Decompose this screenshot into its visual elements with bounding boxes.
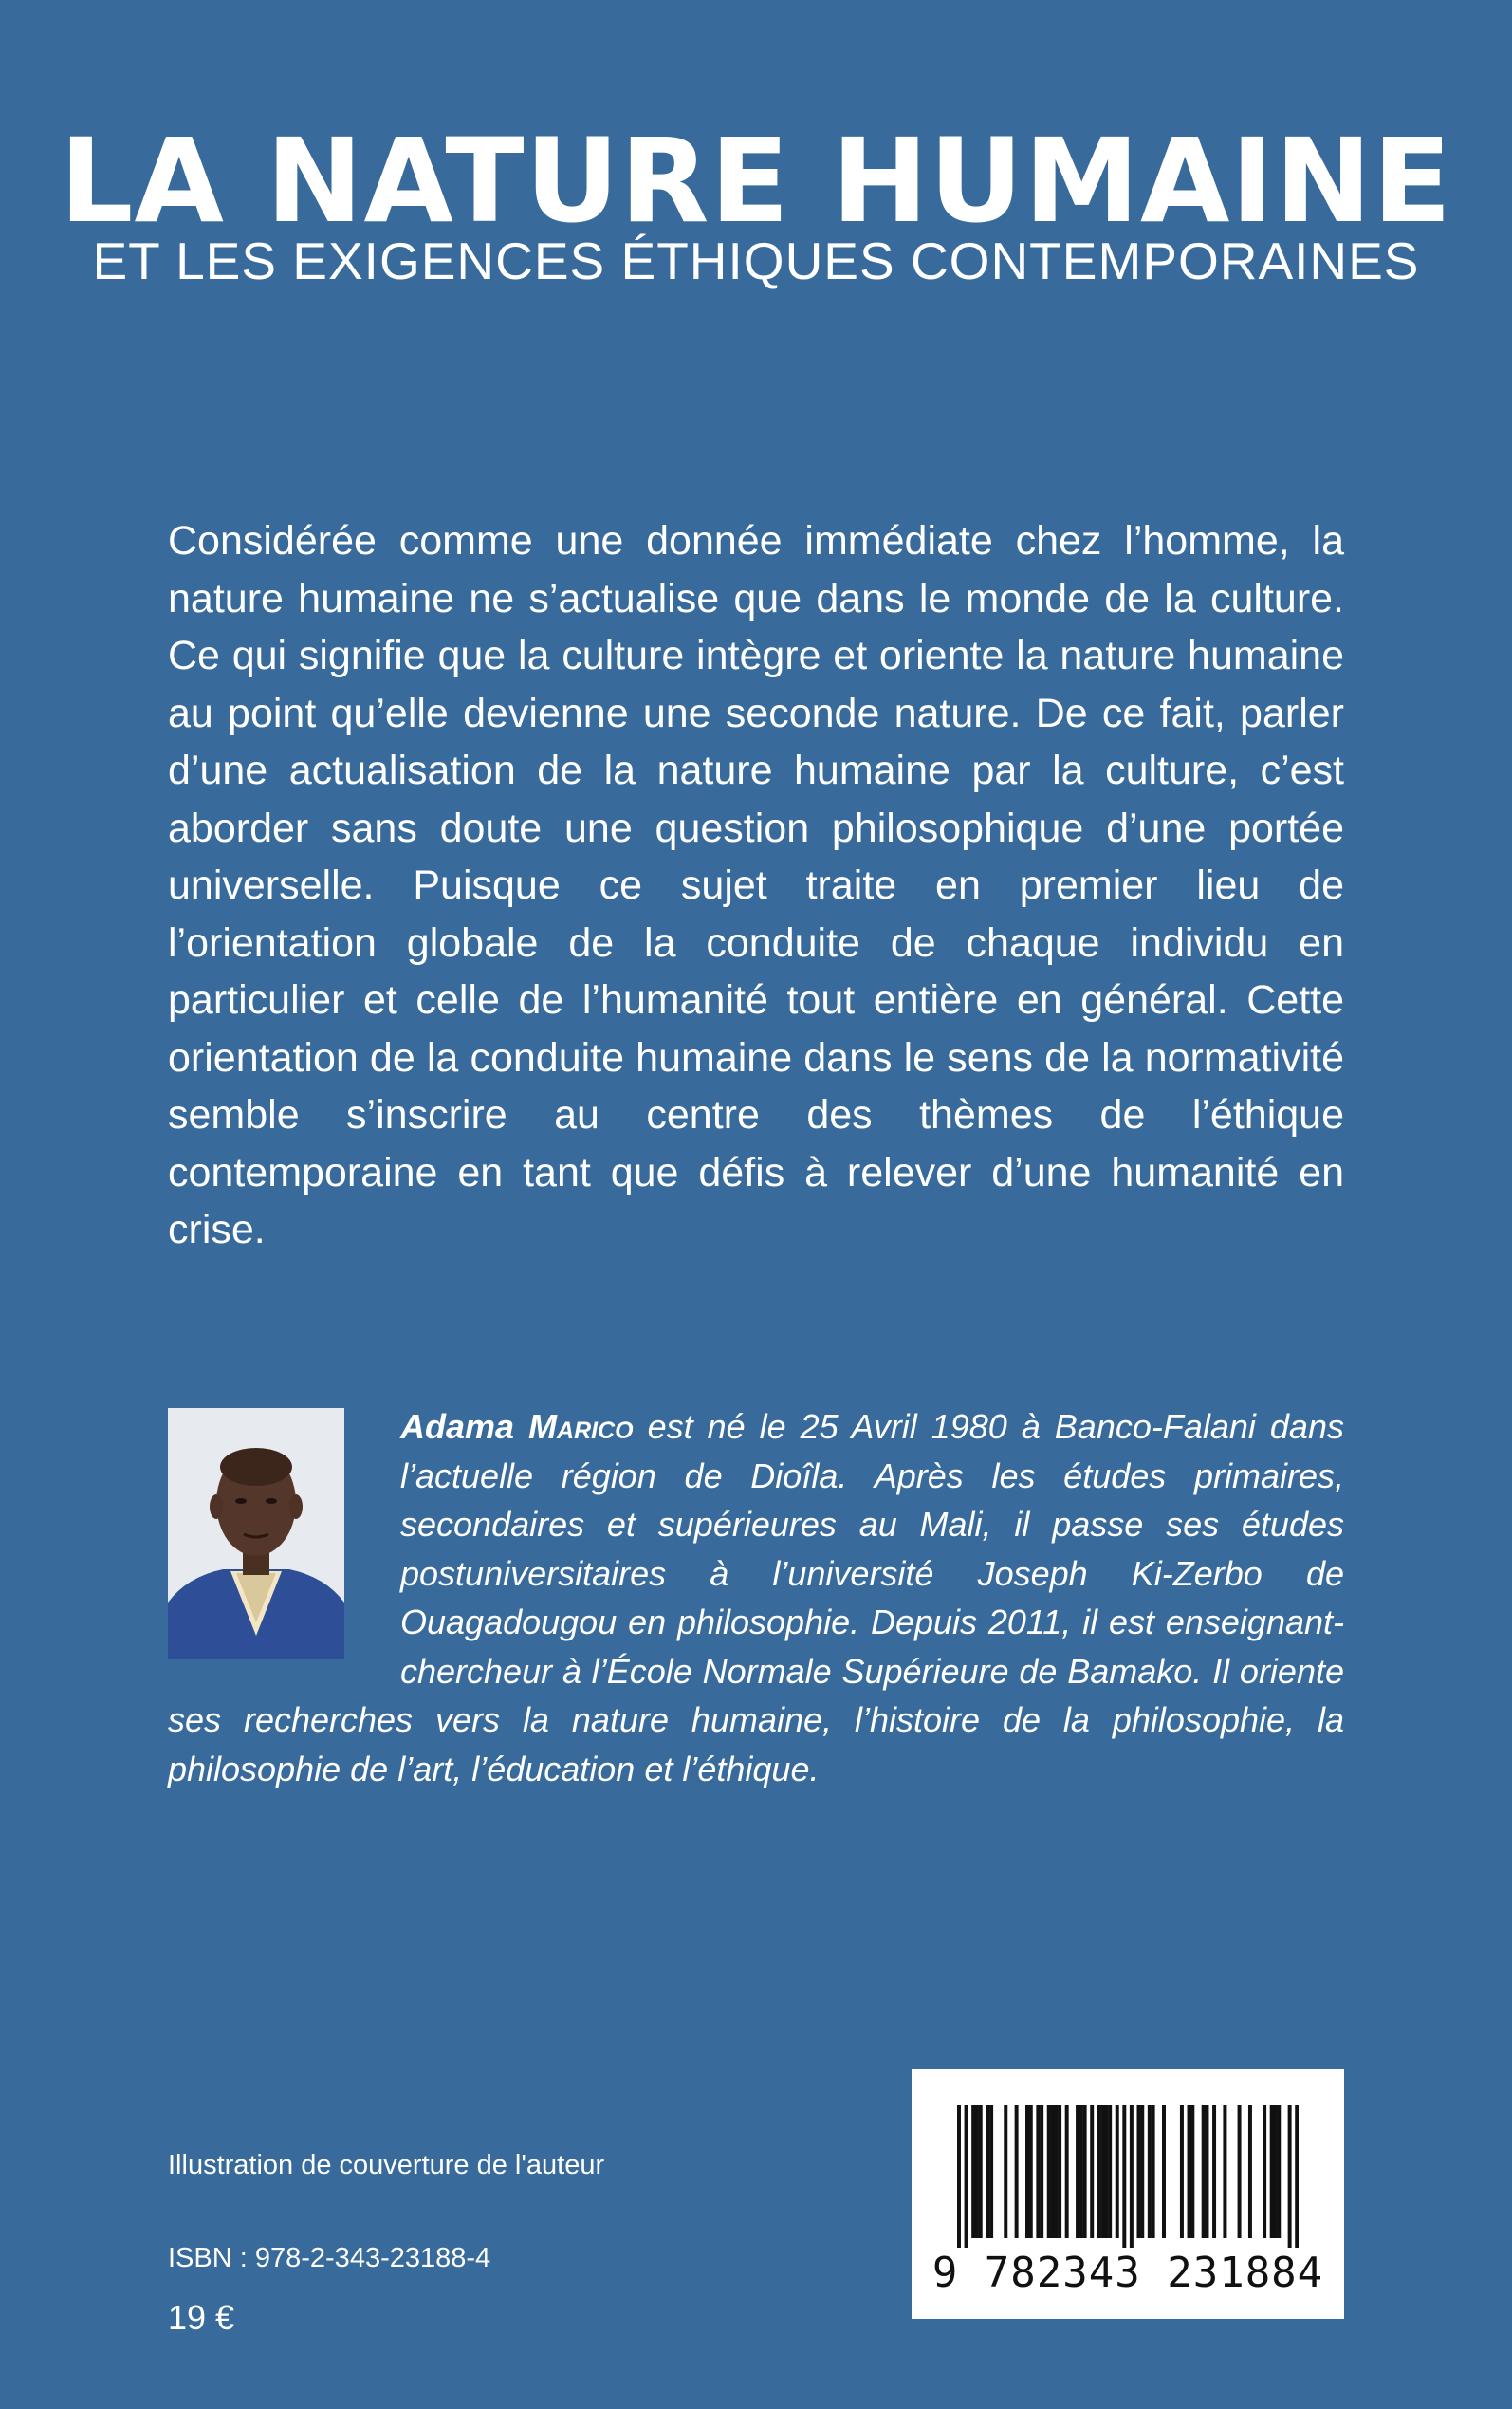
barcode-bar [957,2105,961,2248]
barcode-bar [1248,2105,1252,2238]
barcode-bar [1223,2105,1226,2238]
barcode-bar [986,2105,989,2238]
price: 19 € [168,2298,235,2337]
back-cover-blurb: Considérée comme une donnée immédiate chez l’homme, la nature humaine ne s’actualise que dans le monde de la culture. Ce qui signifie que la culture intègre et oriente la nature humaine au point qu’elle devienne une seconde nature. De ce fait, parler d’une actualisation de la nature humaine par la culture, c’est aborder sans doute une question philosophique d’une portée universelle. Puisque ce sujet traite en premier lieu de l’orientation globale de la conduite de chaque individu en particulier et celle de l’humanité tout entière en général. Cette orientation de la conduite humaine dans le sens de la normativité semble s’inscrire au centre des thèmes de l’éthique contemporaine en tant que défis à relever d’une humanité en crise. [168,518,1344,1252]
author-first-name: Adama [400,1407,515,1446]
barcode-bar [1004,2105,1007,2238]
barcode-bar [1238,2105,1242,2238]
isbn: ISBN : 978-2-343-23188-4 [168,2243,491,2273]
barcode-bar [1025,2105,1029,2238]
photo-spacer [168,1402,400,1651]
barcode-bar [1101,2105,1105,2238]
barcode-bar [989,2105,993,2238]
book-title: LA NATURE HUMAINE [59,114,1453,249]
barcode-bar [1104,2105,1108,2238]
barcode-bar [1288,2105,1292,2248]
barcode [912,2069,1344,2319]
barcode-bar [1108,2105,1112,2238]
barcode-bar [1277,2105,1281,2238]
barcode-bar [1036,2105,1040,2238]
barcode-bar [1273,2105,1277,2238]
barcode-bar [1295,2105,1299,2248]
barcode-bar [1076,2105,1079,2238]
barcode-bar [1263,2105,1266,2238]
author-name [400,1407,634,1446]
author-bio [168,1402,1344,1793]
barcode-bar [1015,2105,1019,2238]
barcode-bar [1162,2105,1166,2238]
barcode-bar [1136,2105,1140,2238]
barcode-bar [1051,2105,1055,2238]
author-last-name: Marico [528,1407,634,1446]
author-bio-text: est né le 25 Avril 1980 à Banco-Falani dans l’actuelle région de Dioîla. Après les études primaires, secondaires et supérieures au Mali, il passe ses études postuniversitaires à l’université Joseph Ki-Zerbo de Ouagadougou en philosophie. Depuis 2011, il est enseignant-chercheur à l’École Normale Supérieure de Bamako. Il oriente ses recherches vers la nature humaine, l’histoire de la philosophie, la philosophie de l’art, l’éducation et l’éthique. [168,1407,1344,1788]
barcode-bar [975,2105,979,2238]
barcode-bar [1079,2105,1083,2238]
barcode-bar [971,2105,975,2238]
book-subtitle: ET LES EXIGENCES ÉTHIQUES CONTEMPORAINES [92,232,1420,290]
barcode-bar [1065,2105,1069,2238]
barcode-bar [1202,2105,1206,2238]
barcode-bar [1212,2105,1216,2238]
barcode-bar [1152,2105,1155,2238]
barcode-bar [1029,2105,1033,2238]
barcode-bar [1140,2105,1144,2238]
barcode-bar [979,2105,983,2238]
barcode-bar [1148,2105,1152,2238]
barcode-bar [1180,2105,1184,2238]
barcode-bar [1090,2105,1094,2238]
barcode-bar [1122,2105,1126,2248]
barcode-bar [1188,2105,1191,2238]
barcode-bar [1270,2105,1274,2238]
barcode-bar [1097,2105,1101,2238]
barcode-bar [1205,2105,1208,2238]
cover-illustration-credit: Illustration de couverture de l'auteur [168,2150,605,2180]
barcode-bar [1047,2105,1051,2238]
barcode-bar [965,2105,968,2248]
barcode-bar [1190,2105,1194,2238]
barcode-bar [1054,2105,1058,2238]
barcode-bar [1083,2105,1087,2238]
barcode-bar [1116,2105,1119,2238]
barcode-bar [1040,2105,1043,2238]
barcode-bars [957,2105,1299,2248]
barcode-bar [1058,2105,1061,2238]
barcode-digits: 9 782343 231884 [931,2249,1324,2297]
barcode-bar [1130,2105,1134,2248]
